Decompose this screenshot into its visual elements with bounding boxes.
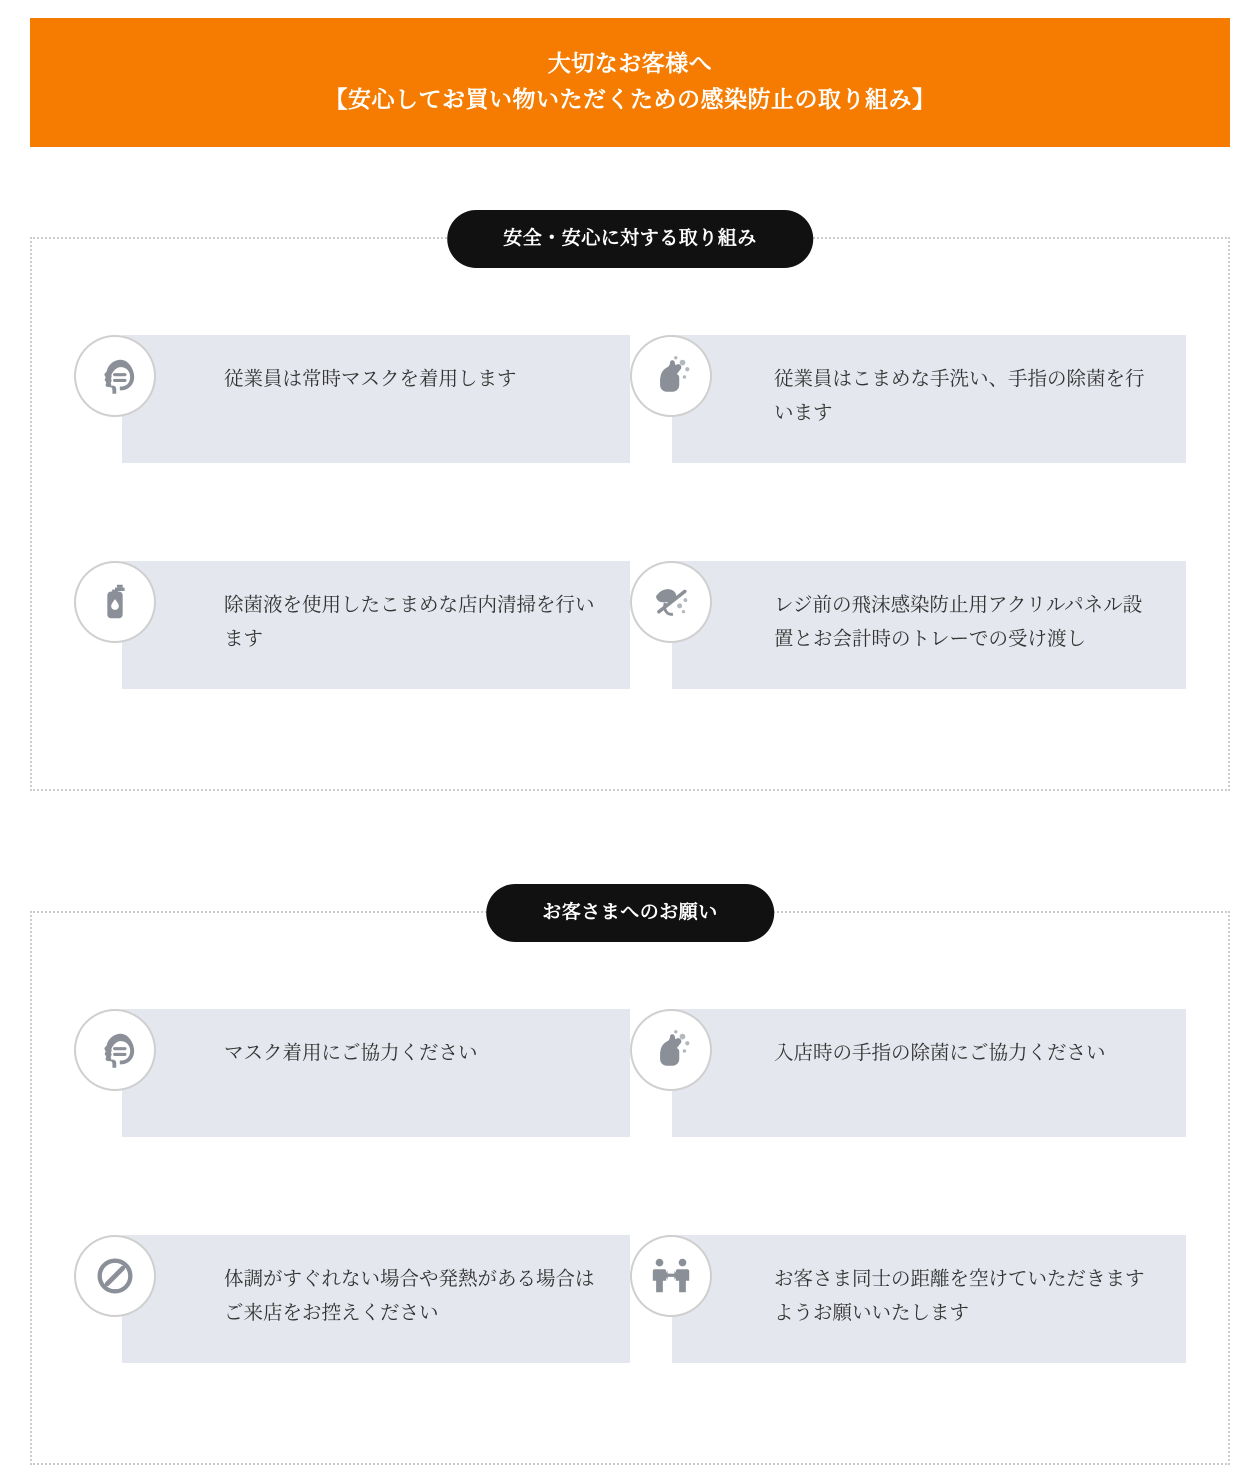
item-box — [672, 1009, 1186, 1137]
item-box — [672, 1235, 1186, 1363]
list-item-label: 体調がすぐれない場合や発熱がある場合はご来店をお控えください — [224, 1268, 595, 1324]
item-box — [672, 561, 1186, 689]
item-box — [122, 1009, 630, 1137]
infographic-page — [0, 18, 1260, 1465]
social-distance-icon — [630, 1235, 712, 1317]
list-item — [74, 523, 630, 749]
section-badge-customer-requests: お客さまへのお願い — [486, 884, 774, 942]
list-item — [630, 297, 1186, 523]
hand-wash-icon — [630, 1009, 712, 1091]
list-item-label: 従業員はこまめな手洗い、手指の除菌を行います — [774, 368, 1145, 424]
section-customer-requests — [30, 902, 1230, 1465]
requests-grid — [74, 971, 1186, 1423]
section-store-measures — [30, 228, 1230, 791]
item-box — [122, 561, 630, 689]
header-banner — [30, 18, 1230, 147]
prohibited-icon — [74, 1235, 156, 1317]
list-item-label: 入店時の手指の除菌にご協力ください — [774, 1042, 1106, 1065]
banner-title-line-2: 【安心してお買い物いただくための感染防止の取り組み】 — [324, 85, 936, 112]
sanitizer-bottle-icon — [74, 561, 156, 643]
face-mask-icon — [74, 335, 156, 417]
list-item-label: マスク着用にご協力ください — [224, 1042, 478, 1065]
no-droplets-icon — [630, 561, 712, 643]
item-box — [122, 1235, 630, 1363]
list-item — [630, 971, 1186, 1197]
measures-grid — [74, 297, 1186, 749]
section-badge-store-measures: 安全・安心に対する取り組み — [447, 210, 813, 268]
item-box — [672, 335, 1186, 463]
list-item — [630, 523, 1186, 749]
list-item — [74, 971, 630, 1197]
list-item-label: お客さま同士の距離を空けていただきますようお願いいたします — [774, 1268, 1145, 1324]
list-item-label: レジ前の飛沫感染防止用アクリルパネル設置とお会計時のトレーでの受け渡し — [774, 594, 1143, 650]
item-box — [122, 335, 630, 463]
list-item-label: 従業員は常時マスクを着用します — [224, 368, 517, 391]
banner-title-line-1: 大切なお客様へ — [547, 50, 713, 76]
face-mask-icon — [74, 1009, 156, 1091]
list-item — [630, 1197, 1186, 1423]
list-item — [74, 1197, 630, 1423]
list-item-label: 除菌液を使用したこまめな店内清掃を行います — [224, 594, 595, 650]
hand-wash-icon — [630, 335, 712, 417]
list-item — [74, 297, 630, 523]
